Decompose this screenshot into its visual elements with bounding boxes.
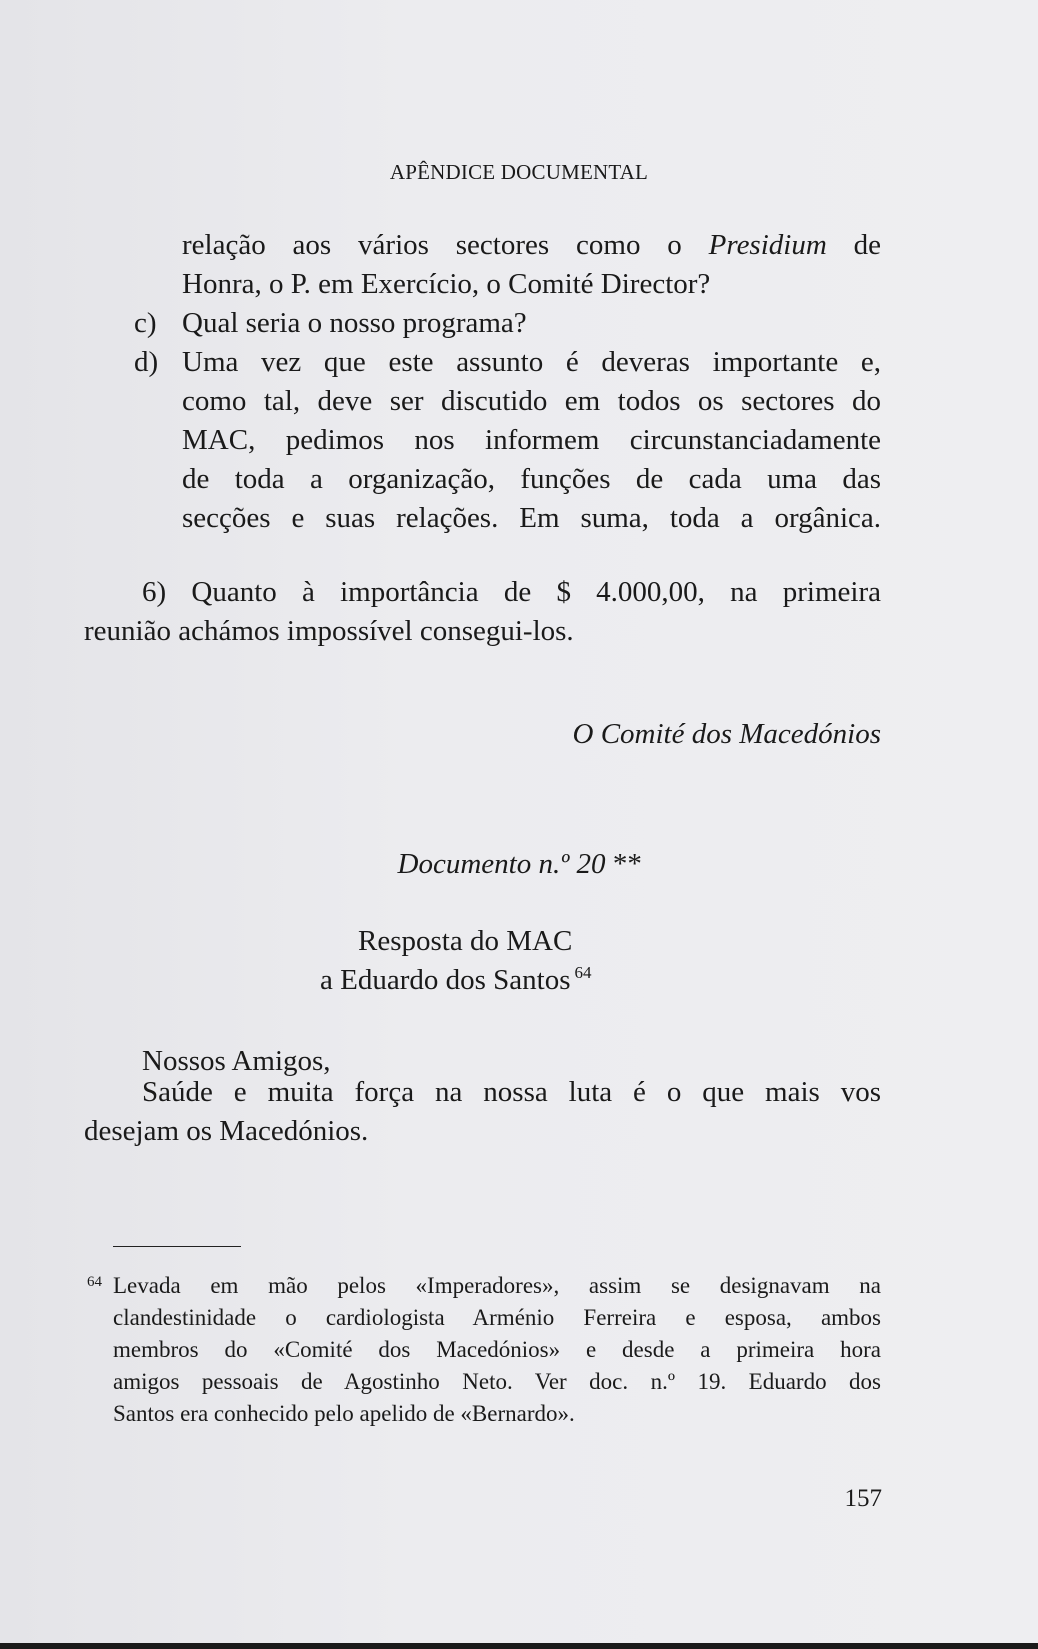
page-number: 157	[844, 1485, 882, 1512]
list-label: d)	[134, 346, 159, 378]
scan-edge	[0, 1643, 1038, 1649]
salutation: Nossos Amigos,	[142, 1045, 331, 1077]
text-line: secções e suas relações. Em suma, toda a orgânica.	[182, 502, 881, 534]
text-line: desejam os Macedónios.	[84, 1115, 369, 1147]
title-stars: **	[611, 848, 641, 880]
signature: O Comité dos Macedónios	[572, 718, 881, 750]
list-label: c)	[134, 307, 157, 339]
document-title: Documento n.º 20 **	[397, 848, 641, 880]
text-line: Saúde e muita força na nossa luta é o que mais vos	[142, 1076, 881, 1108]
text-line: 6) Quanto à importância de $ 4.000,00, na primeira	[142, 576, 881, 608]
text-line: de toda a organização, funções de cada uma das	[182, 463, 881, 495]
running-head: APÊNDICE DOCUMENTAL	[389, 160, 649, 184]
list-item-d	[84, 343, 881, 538]
body-paragraph	[84, 1073, 881, 1151]
text-line: como tal, deve ser discutido em todos os sectores do	[182, 385, 881, 417]
address-line: a Eduardo dos Santos $^{64}$	[320, 963, 592, 996]
footnote-line: membros do «Comité dos Macedónios» e desde a primeira hora	[113, 1337, 881, 1362]
footnote-line: Santos era conhecido pelo apelido de «Bernardo».	[113, 1401, 575, 1426]
footnote-reference: 64	[574, 963, 592, 983]
text-line: Honra, o P. em Exercício, o Comité Director?	[182, 268, 711, 300]
text-line: Qual seria o nosso programa?	[182, 307, 527, 339]
italic-term: Presidium	[708, 229, 827, 261]
paragraph-item-6	[84, 573, 881, 651]
text-line: MAC, pedimos nos informem circunstanciadamente	[182, 424, 881, 456]
footnote-line: clandestinidade o cardiologista Arménio Ferreira e esposa, ambos	[113, 1305, 881, 1330]
text-line: Uma vez que este assunto é deveras importante e,	[182, 346, 881, 378]
footnote-line: amigos pessoais de Agostinho Neto. Ver doc. n.º 19. Eduardo dos	[113, 1369, 881, 1394]
paragraph-continuation	[84, 226, 881, 304]
footnote-line: Levada em mão pelos «Imperadores», assim se designavam na	[113, 1273, 881, 1298]
footnote-mark: 64	[87, 1274, 102, 1290]
text-line: relação aos vários sectores como o Presidium de	[182, 229, 881, 261]
footnote-divider	[113, 1246, 241, 1247]
text-line: reunião achámos impossível consegui-los.	[84, 615, 574, 647]
address-line: Resposta do MAC	[358, 925, 573, 957]
footnote	[87, 1270, 881, 1430]
list-item-c	[84, 304, 881, 343]
